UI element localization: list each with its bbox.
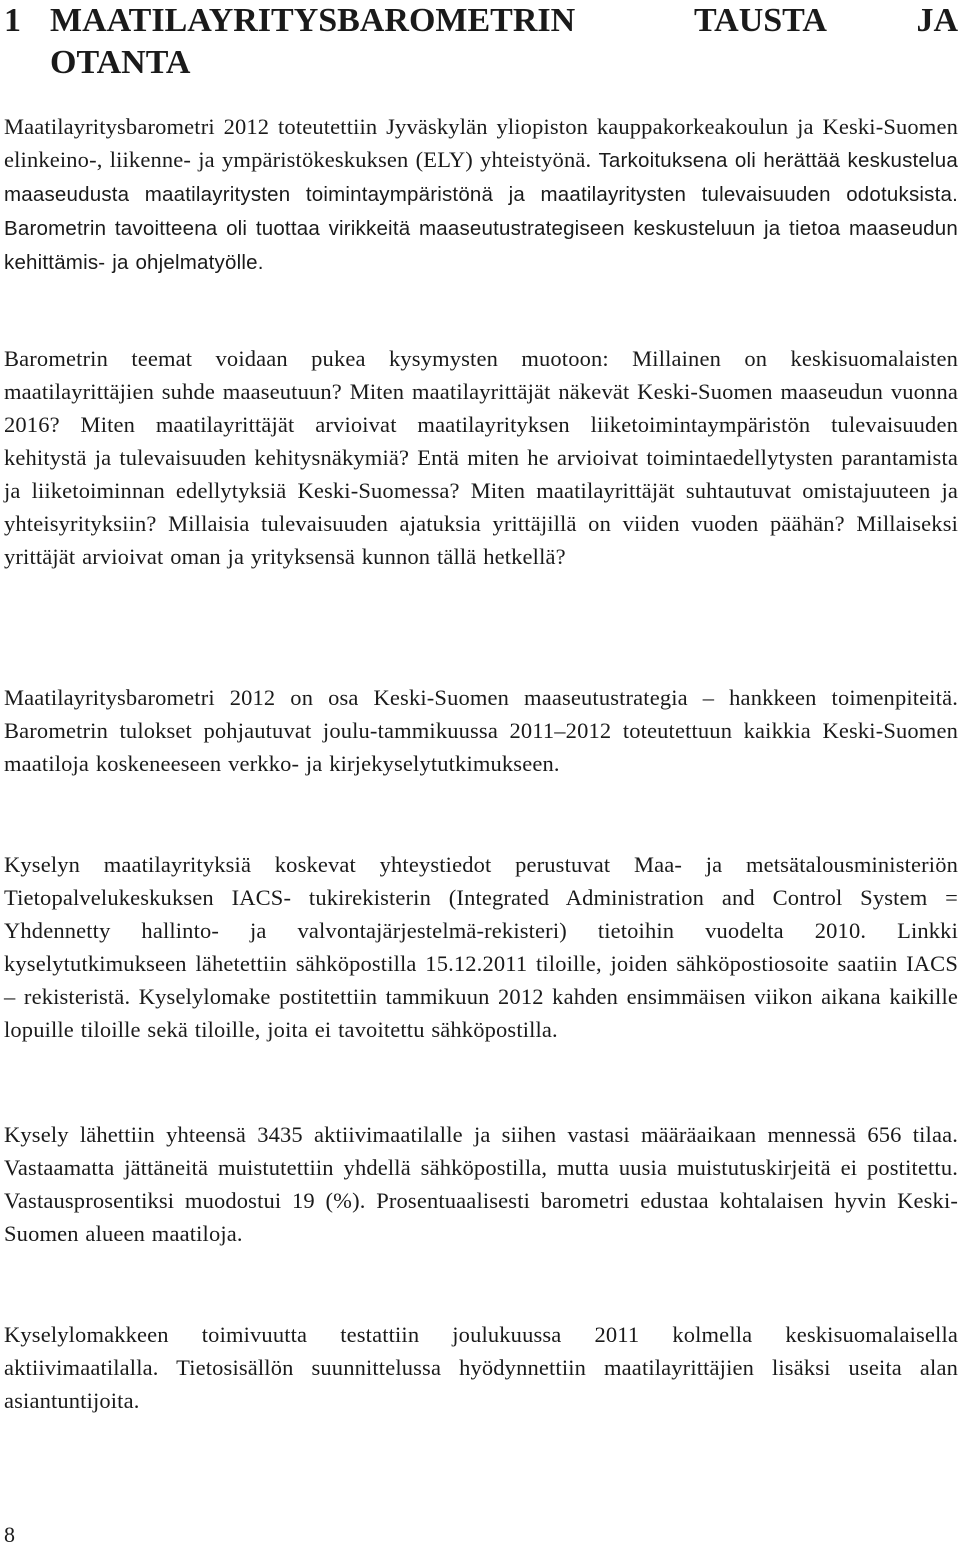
- chapter-title-word-4: OTANTA: [50, 44, 191, 81]
- chapter-title-word-2: TAUSTA: [694, 2, 827, 39]
- page-number: 8: [4, 1522, 15, 1547]
- chapter-title-word-1: MAATILAYRITYSBAROMETRIN: [50, 2, 576, 39]
- paragraph-background-part-1: Maatilayritysbarometri 2012 toteutettiin Jyväskylän yliopiston kauppakorkeakoulun ja Keski-Suomen elinkeino-, liikenne- ja ympäristökeskuksen (ELY) yhteistyönä.: [4, 114, 958, 172]
- chapter-number: 1: [4, 2, 21, 39]
- paragraph-response-rate: Kysely lähettiin yhteensä 3435 aktiivimaatilalle ja siihen vastasi määräaikaan mennessä 656 tilaa. Vastaamatta jättäneitä muistutettiin yhdellä sähköpostilla, mutta uusia muistutuskirjeitä ei postitettu. Vastausprosentiksi muodostui 19 (%). Prosentuaalisesti barometri edustaa kohtalaisen hyvin Keski-Suomen alueen maatiloja.: [4, 1122, 958, 1246]
- paragraph-background-part-2: Tarkoituksena oli herättää keskustelua maaseudusta maatilayritysten toimintaympäristönä ja maatilayritysten tulevaisuuden odotuksista. Barometrin tavoitteena oli tuottaa virikkeitä maaseutustrategiseen keskusteluun ja tietoa maaseudun kehittämis- ja ohjelmatyölle.: [4, 149, 958, 274]
- paragraph-themes: Barometrin teemat voidaan pukea kysymysten muotoon: Millainen on keskisuomalaisten maatilayrittäjien suhde maaseutuun? Miten maatilayrittäjät näkevät Keski-Suomen maaseudun vuonna 2016? Miten maatilayrittäjät arvioivat maatilayrityksen liiketoimintaympäristön tulevaisuuden kehitystä ja tulevaisuuden kehitysnäkymiä? Entä miten he arvioivat toimintaedellytysten parantamista ja liiketoiminnan edellytyksiä Keski-Suomessa? Miten maatilayrittäjät suhtautuvat omistajuuteen ja yhteisyrityksiin? Millaisia tulevaisuuden ajatuksia yrittäjillä on viiden vuoden päähän? Millaiseksi yrittäjät arvioivat oman ja yrityksensä kunnon tällä hetkellä?: [4, 346, 958, 569]
- chapter-title-word-3: JA: [916, 2, 958, 39]
- paragraph-contact-data: Kyselyn maatilayrityksiä koskevat yhteystiedot perustuvat Maa- ja metsätalousministeriön Tietopalvelukeskuksen IACS- tukirekisterin (Integrated Administration and Control System = Yhdennetty hallinto- ja valvontajärjestelmä-rekisteri) tietoihin vuodelta 2010. Linkki kyselytutkimukseen lähetettiin sähköpostilla 15.12.2011 tiloille, joiden sähköpostiosoite saatiin IACS – rekisteristä. Kyselylomake postitettiin tammikuun 2012 kahden ensimmäisen viikon aikana kaikille lopuille tiloille sekä tiloille, joita ei tavoitettu sähköpostilla.: [4, 852, 958, 1042]
- paragraph-testing: Kyselylomakkeen toimivuutta testattiin joulukuussa 2011 kolmella keskisuomalaisella aktiivimaatilalla. Tietosisällön suunnittelussa hyödynnettiin maatilayrittäjien lisäksi useita alan asiantuntijoita.: [4, 1322, 958, 1413]
- paragraph-background: [4, 110, 958, 279]
- paragraph-strategy: Maatilayritysbarometri 2012 on osa Keski-Suomen maaseutustrategia – hankkeen toimenpiteitä. Barometrin tulokset pohjautuvat joulu-tammikuussa 2011–2012 toteutettuun kaikkia Keski-Suomen maatiloja koskeneeseen verkko- ja kirjekyselytutkimukseen.: [4, 685, 958, 776]
